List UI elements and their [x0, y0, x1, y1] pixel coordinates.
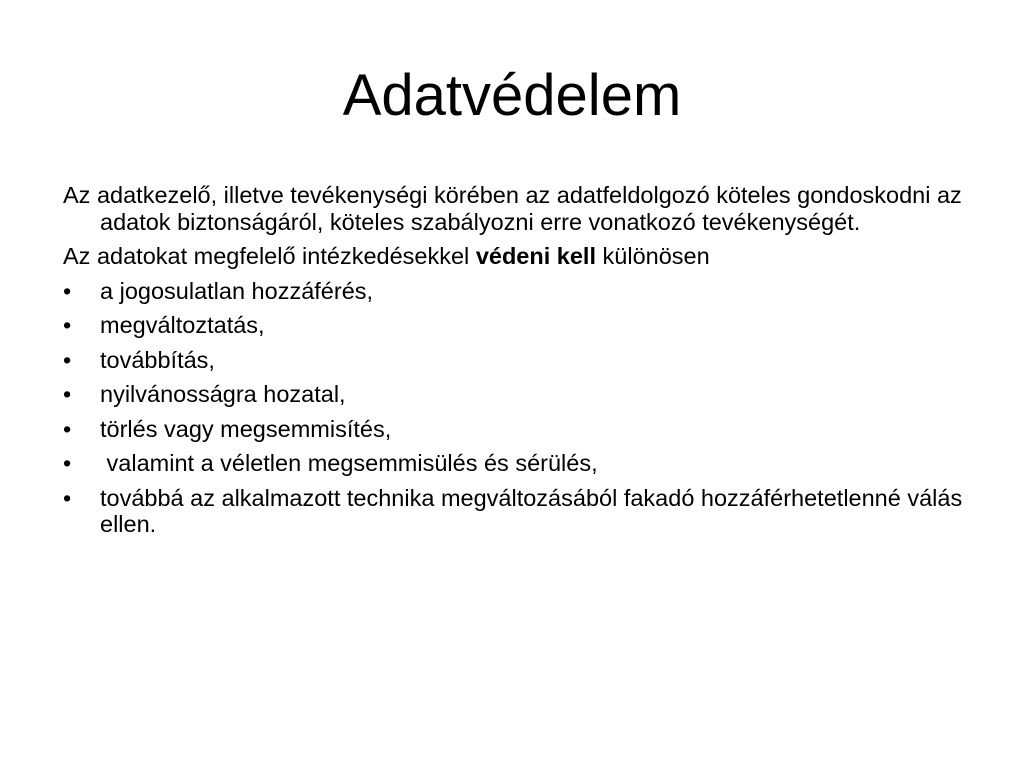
bullet-item [63, 485, 963, 538]
bullet-icon: • [63, 312, 72, 338]
bullet-text: továbbá az alkalmazott technika megváltozásából fakadó hozzáférhetetlenné válás ellen. [100, 484, 963, 537]
slide-content [63, 182, 963, 546]
bullet-icon: • [63, 381, 72, 407]
bullet-icon: • [63, 277, 72, 304]
bullet-text: a jogosulatlan hozzáférés, [100, 277, 374, 304]
bullet-icon: • [63, 346, 72, 373]
bullet-icon: • [63, 450, 72, 476]
bullet-item [63, 450, 963, 477]
bullet-item [63, 347, 963, 374]
bullet-item [63, 278, 963, 305]
bullet-list [63, 278, 963, 538]
bullet-item [63, 381, 963, 408]
slide-title: Adatvédelem [342, 63, 682, 128]
protection-paragraph [63, 243, 963, 270]
bullet-text: továbbítás, [100, 346, 215, 373]
bullet-text: törlés vagy megsemmisítés, [100, 415, 392, 442]
intro-paragraph: Az adatkezelő, illetve tevékenységi körében az adatfeldolgozó köteles gondoskodni az adatok biztonságáról, köteles szabályozni erre vonatkozó tevékenységét. [63, 182, 962, 235]
bullet-item [63, 416, 963, 443]
protection-text-before: Az adatokat megfelelő intézkedésekkel [63, 243, 476, 269]
protection-text-after: különösen [596, 243, 710, 269]
bullet-text: nyilvánosságra hozatal, [100, 381, 346, 407]
bullet-icon: • [63, 415, 72, 442]
bullet-icon: • [63, 484, 72, 511]
bullet-text: megváltoztatás, [100, 312, 265, 338]
bullet-text: valamint a véletlen megsemmisülés és sérülés, [100, 450, 598, 476]
bullet-item [63, 312, 963, 339]
protection-text-bold: védeni kell [475, 243, 596, 269]
